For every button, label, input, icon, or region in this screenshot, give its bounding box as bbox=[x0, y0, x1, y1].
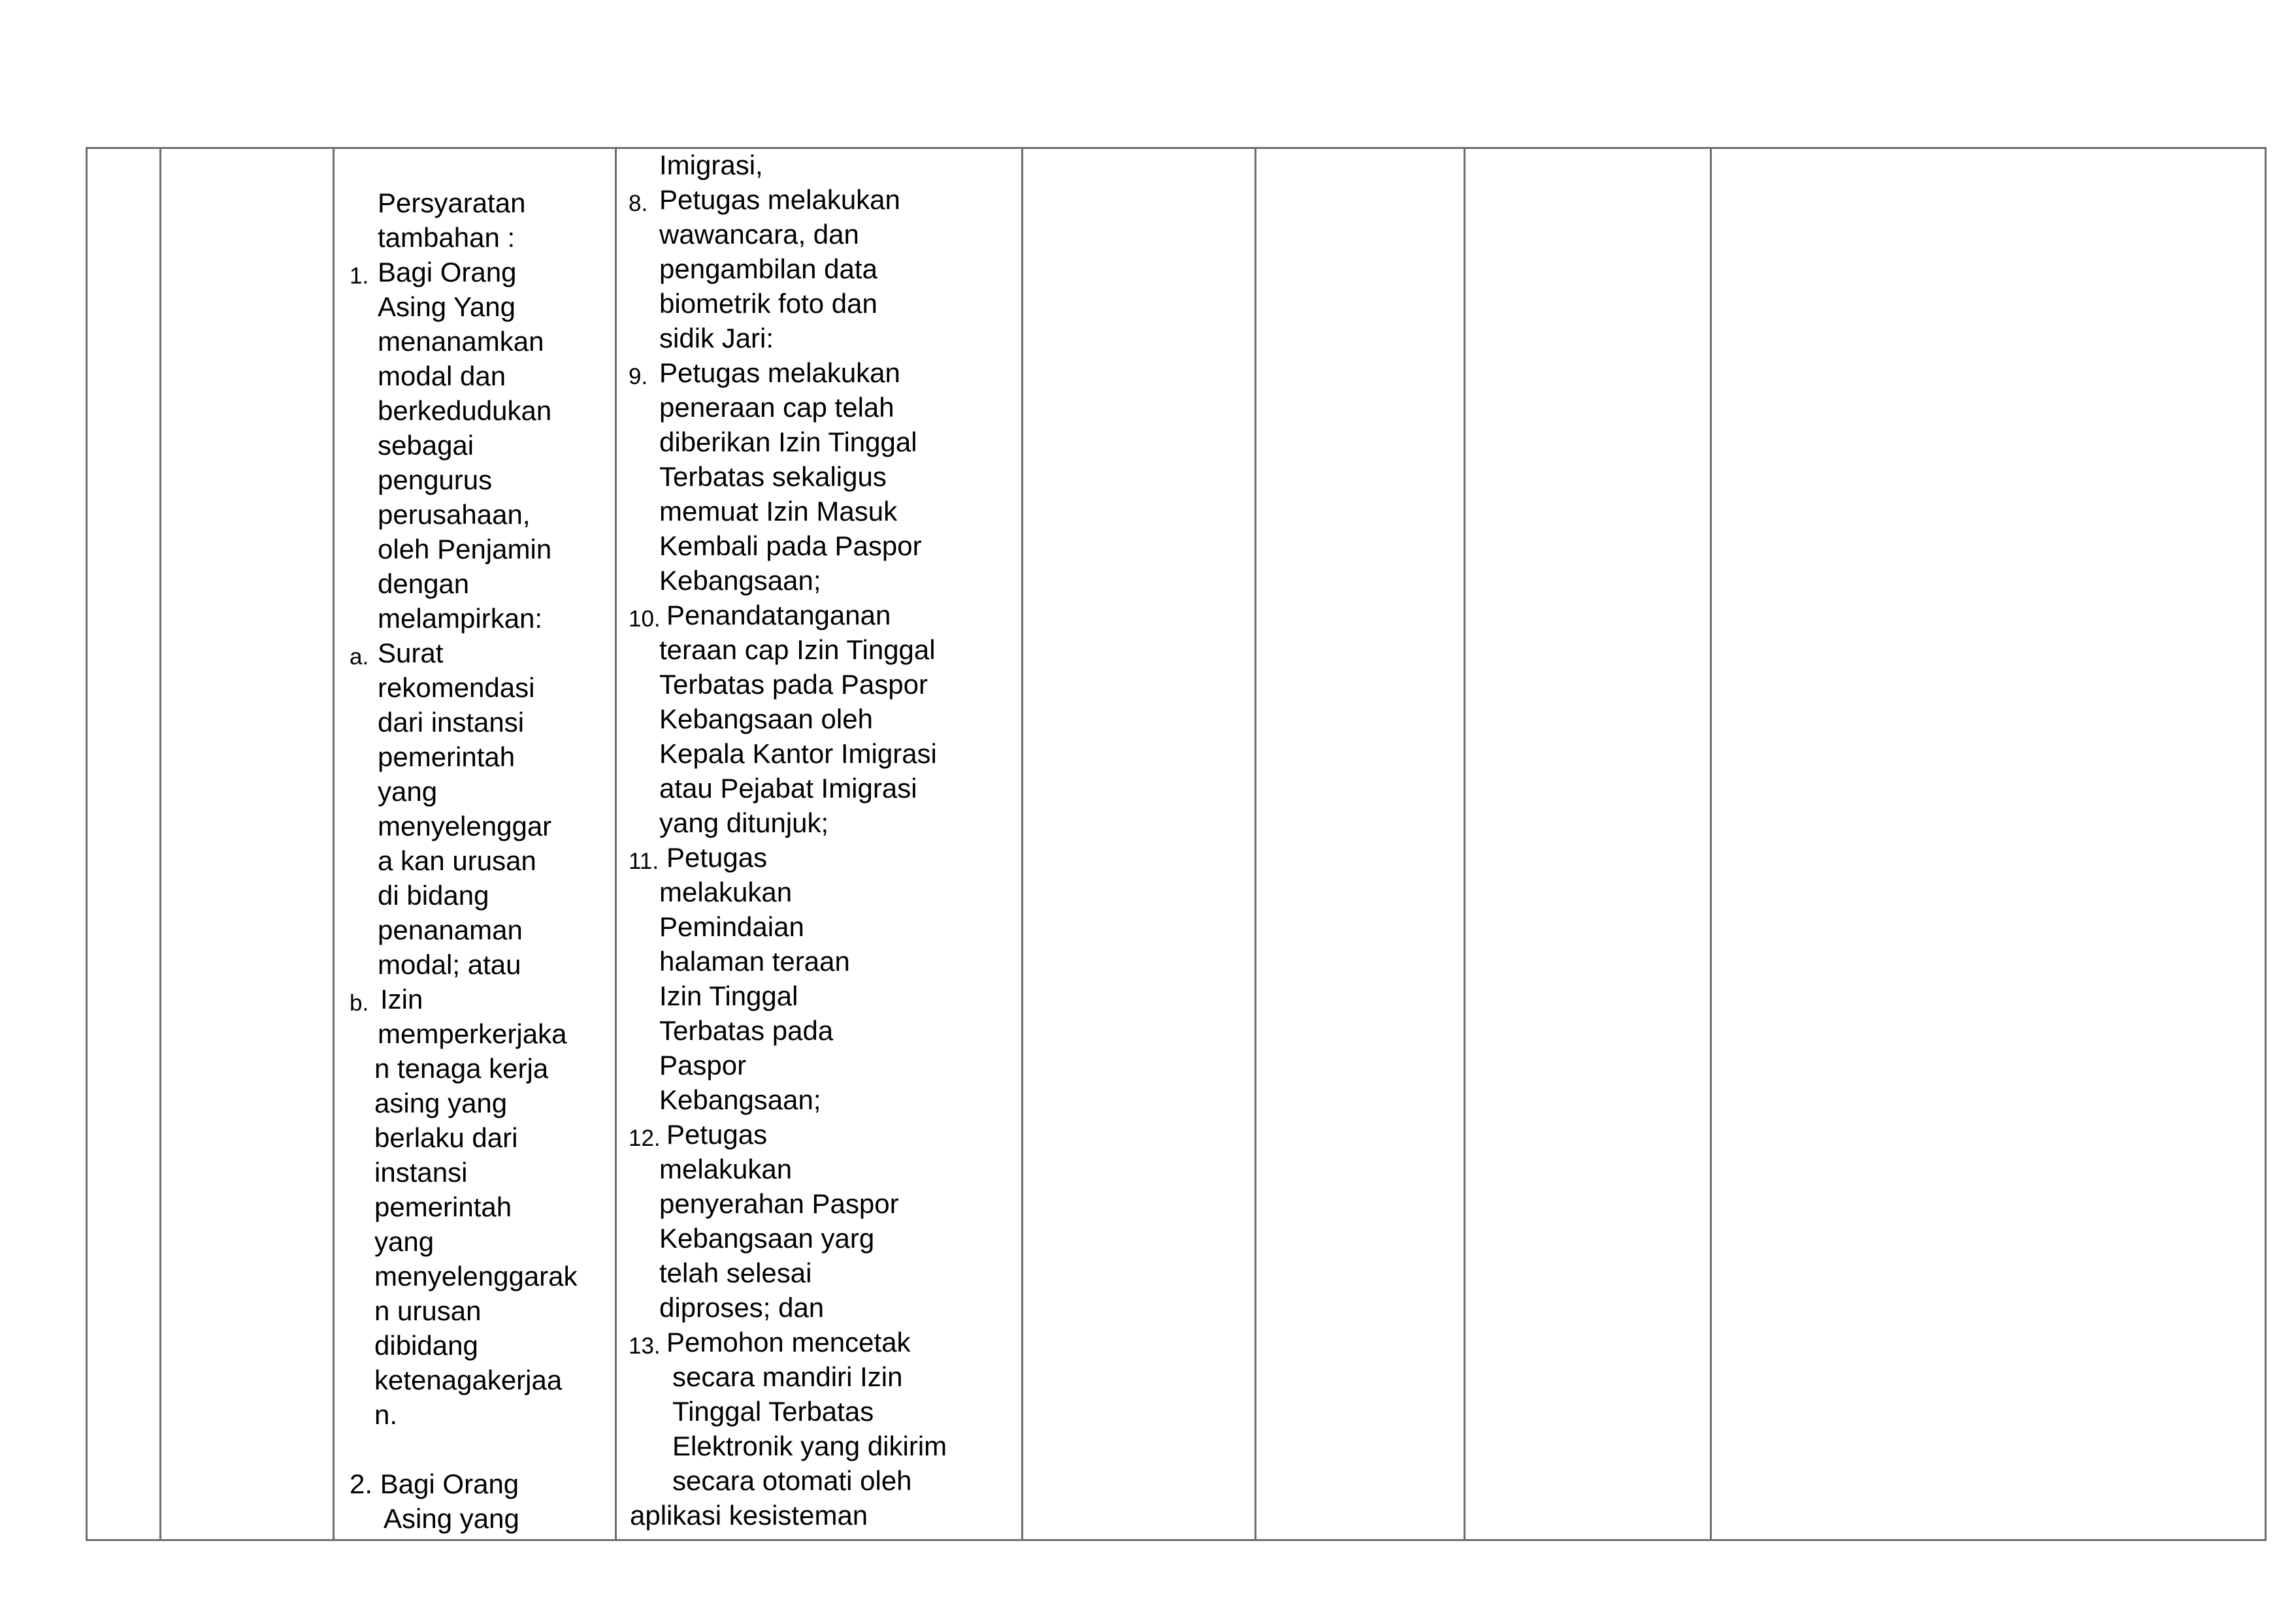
column-divider-1 bbox=[86, 147, 88, 1541]
text-line bbox=[626, 321, 1018, 355]
text-line bbox=[346, 1432, 608, 1467]
list-marker: 11. bbox=[629, 849, 659, 874]
list-item-text: Asing Yang bbox=[378, 291, 516, 322]
list-item-text: modal; atau bbox=[378, 949, 521, 980]
text-line bbox=[346, 566, 608, 601]
list-item-text: Kebangsaan oleh bbox=[659, 704, 873, 734]
text-line bbox=[626, 875, 1018, 909]
list-marker: a. bbox=[350, 644, 369, 670]
list-item-text: Elektronik yang dikirim bbox=[672, 1431, 947, 1461]
text-line bbox=[346, 705, 608, 739]
list-item-text: diproses; dan bbox=[659, 1292, 825, 1323]
text-line bbox=[626, 286, 1018, 321]
text-line bbox=[346, 428, 608, 463]
list-item-text: Terbatas pada Paspor bbox=[659, 669, 928, 700]
list-item-text: sebagai bbox=[378, 430, 474, 461]
list-item-text: rekomendasi bbox=[378, 672, 535, 703]
list-item-text: a kan urusan bbox=[378, 845, 536, 876]
text-line bbox=[626, 598, 1018, 632]
text-line bbox=[346, 601, 608, 636]
column-divider-6 bbox=[1254, 147, 1256, 1541]
list-item-text: yang bbox=[374, 1226, 434, 1257]
column-divider-5 bbox=[1021, 147, 1023, 1541]
list-item-text: perusahaan, bbox=[378, 499, 531, 530]
list-item-text: Terbatas sekaligus bbox=[659, 461, 887, 492]
text-line bbox=[346, 913, 608, 947]
text-line bbox=[346, 947, 608, 982]
text-line bbox=[346, 393, 608, 428]
text-line bbox=[346, 1501, 608, 1536]
list-item-text: menyelenggar bbox=[378, 811, 552, 841]
text-line bbox=[346, 324, 608, 359]
text-line bbox=[626, 1290, 1018, 1325]
text-line bbox=[626, 909, 1018, 944]
text-line bbox=[346, 1467, 608, 1501]
list-marker: 10. bbox=[629, 606, 661, 632]
text-line bbox=[346, 739, 608, 774]
list-item-text: Persyaratan bbox=[378, 187, 526, 218]
text-line bbox=[346, 1328, 608, 1363]
text-line bbox=[346, 843, 608, 878]
list-item-text: n. bbox=[374, 1399, 398, 1430]
list-item-text: penyerahan Paspor bbox=[659, 1188, 899, 1219]
text-line bbox=[626, 1498, 1018, 1533]
text-line bbox=[346, 255, 608, 289]
column-divider-7 bbox=[1464, 147, 1466, 1541]
text-line bbox=[626, 1221, 1018, 1256]
list-item-text: Pemindaian bbox=[659, 911, 804, 942]
text-line bbox=[626, 1152, 1018, 1186]
text-line bbox=[626, 702, 1018, 736]
list-item-text: n urusan bbox=[374, 1295, 482, 1326]
text-line bbox=[626, 182, 1018, 217]
cell-prosedur bbox=[626, 148, 1018, 1539]
list-item-text: melakukan bbox=[659, 877, 793, 907]
list-item-text: asing yang bbox=[374, 1088, 508, 1118]
list-item-text: Pemohon mencetak bbox=[666, 1327, 911, 1357]
list-marker: 12. bbox=[629, 1126, 661, 1151]
list-item-text: yang ditunjuk; bbox=[659, 807, 829, 838]
text-line bbox=[346, 186, 608, 220]
text-line bbox=[346, 1363, 608, 1397]
text-line bbox=[626, 148, 1018, 182]
text-line bbox=[346, 532, 608, 566]
list-item-text: modal dan bbox=[378, 361, 506, 391]
text-line bbox=[626, 805, 1018, 840]
column-divider-2 bbox=[159, 147, 161, 1541]
text-line bbox=[346, 809, 608, 843]
list-marker: 1. bbox=[350, 263, 369, 289]
list-item-text: instansi bbox=[374, 1157, 468, 1188]
list-item-text: Paspor bbox=[659, 1050, 747, 1080]
text-line bbox=[626, 528, 1018, 563]
list-item-text: secara otomati oleh bbox=[672, 1465, 912, 1496]
text-line bbox=[346, 1155, 608, 1190]
text-line bbox=[346, 289, 608, 324]
list-item-text: sidik Jari: bbox=[659, 323, 774, 353]
text-line bbox=[626, 459, 1018, 494]
list-item-text: dari instansi bbox=[378, 707, 525, 738]
text-line bbox=[346, 1190, 608, 1224]
list-item-text: peneraan cap telah bbox=[659, 392, 894, 423]
list-item-text: teraan cap Izin Tinggal bbox=[659, 634, 936, 665]
list-item-text: tambahan : bbox=[378, 222, 516, 253]
text-line bbox=[626, 563, 1018, 598]
list-item-text: Surat bbox=[378, 638, 444, 668]
text-line bbox=[626, 736, 1018, 771]
list-item-text: Kebangsaan; bbox=[659, 565, 821, 596]
text-line bbox=[626, 217, 1018, 252]
text-line bbox=[346, 220, 608, 255]
list-item-text: aplikasi kesisteman bbox=[630, 1500, 868, 1531]
text-line bbox=[626, 355, 1018, 390]
list-item-text: Terbatas pada bbox=[659, 1015, 834, 1046]
list-item-text: memperkerjaka bbox=[378, 1018, 567, 1049]
text-line bbox=[626, 425, 1018, 459]
column-divider-8 bbox=[1710, 147, 1712, 1541]
column-divider-9 bbox=[2265, 147, 2267, 1541]
list-item-text: pengurus bbox=[378, 464, 493, 495]
list-item-text: Penandatanganan bbox=[666, 600, 891, 630]
list-item-text: Izin bbox=[380, 984, 423, 1015]
list-item-text: pengambilan data bbox=[659, 253, 877, 284]
list-item-text: Imigrasi, bbox=[659, 150, 763, 180]
text-line bbox=[626, 1186, 1018, 1221]
list-item-text: secara mandiri Izin bbox=[672, 1361, 903, 1392]
cell-persyaratan bbox=[346, 186, 608, 1539]
text-line bbox=[346, 1397, 608, 1432]
list-item-text: atau Pejabat Imigrasi bbox=[659, 773, 917, 804]
list-item-text: Bagi Orang bbox=[378, 257, 517, 287]
list-item-text: Kembali pada Paspor bbox=[659, 530, 922, 561]
column-divider-3 bbox=[333, 147, 335, 1541]
list-item-text: diberikan Izin Tinggal bbox=[659, 427, 917, 457]
text-line bbox=[626, 1394, 1018, 1429]
list-item-text: biometrik foto dan bbox=[659, 288, 877, 319]
list-item-text: memuat Izin Masuk bbox=[659, 496, 898, 527]
text-line bbox=[626, 1429, 1018, 1463]
text-line bbox=[346, 1016, 608, 1051]
list-item-text: Petugas melakukan bbox=[659, 184, 900, 215]
text-line bbox=[346, 774, 608, 809]
text-line bbox=[626, 632, 1018, 667]
text-line bbox=[626, 1463, 1018, 1498]
text-line bbox=[626, 390, 1018, 425]
text-line bbox=[346, 636, 608, 670]
list-item-text: dengan bbox=[378, 568, 470, 599]
text-line bbox=[626, 252, 1018, 286]
list-marker: b. bbox=[350, 990, 369, 1016]
text-line bbox=[626, 1359, 1018, 1394]
text-line bbox=[626, 1325, 1018, 1359]
list-item-text: di bidang bbox=[378, 880, 489, 911]
list-item-text: 2. Bagi Orang bbox=[350, 1469, 519, 1499]
list-item-text: berkedudukan bbox=[378, 395, 552, 426]
text-line bbox=[346, 670, 608, 705]
text-line bbox=[346, 497, 608, 532]
list-item-text: Asing yang bbox=[384, 1503, 519, 1534]
list-item-text: oleh Penjamin bbox=[378, 534, 552, 564]
text-line bbox=[626, 667, 1018, 702]
list-item-text: melampirkan: bbox=[378, 603, 543, 634]
text-line bbox=[346, 463, 608, 497]
text-line bbox=[626, 771, 1018, 805]
list-item-text: wawancara, dan bbox=[659, 219, 859, 250]
list-item-text: Petugas bbox=[666, 1119, 768, 1150]
text-line bbox=[346, 1259, 608, 1293]
list-item-text: Petugas bbox=[666, 842, 768, 873]
text-line bbox=[346, 878, 608, 913]
table-top-border bbox=[86, 147, 2267, 149]
text-line bbox=[626, 1256, 1018, 1290]
text-line bbox=[346, 982, 608, 1016]
list-item-text: Tinggal Terbatas bbox=[672, 1396, 874, 1427]
list-item-text: menanamkan bbox=[378, 326, 544, 357]
column-divider-4 bbox=[615, 147, 617, 1541]
list-item-text: ketenagakerjaa bbox=[374, 1365, 563, 1395]
list-marker: 8. bbox=[629, 191, 648, 216]
list-item-text: pemerintah bbox=[378, 741, 516, 772]
text-line bbox=[346, 1293, 608, 1328]
text-line bbox=[626, 1048, 1018, 1082]
list-item-text: melakukan bbox=[659, 1154, 793, 1184]
list-item-text: Izin Tinggal bbox=[659, 981, 798, 1011]
text-line bbox=[346, 1086, 608, 1120]
list-marker: 13. bbox=[629, 1333, 661, 1359]
text-line bbox=[626, 1117, 1018, 1152]
text-line bbox=[626, 1013, 1018, 1048]
list-item-text: pemerintah bbox=[374, 1192, 512, 1222]
list-item-text: Kebangsaan yarg bbox=[659, 1223, 875, 1254]
list-item-text: dibidang bbox=[374, 1330, 478, 1361]
list-marker: 9. bbox=[629, 364, 648, 389]
text-line bbox=[346, 1120, 608, 1155]
text-line bbox=[346, 1051, 608, 1086]
list-item-text: Kebangsaan; bbox=[659, 1084, 821, 1115]
table-bottom-border bbox=[86, 1539, 2267, 1541]
list-item-text: Petugas melakukan bbox=[659, 357, 900, 388]
list-item-text: berlaku dari bbox=[374, 1122, 518, 1153]
list-item-text: menyelenggarak bbox=[374, 1261, 578, 1291]
text-line bbox=[626, 979, 1018, 1013]
list-item-text: n tenaga kerja bbox=[374, 1053, 549, 1084]
text-line bbox=[626, 494, 1018, 528]
text-line bbox=[346, 359, 608, 393]
text-line bbox=[626, 1082, 1018, 1117]
text-line bbox=[626, 840, 1018, 875]
text-line bbox=[626, 944, 1018, 979]
list-item-text: Kepala Kantor Imigrasi bbox=[659, 738, 937, 769]
list-item-text: halaman teraan bbox=[659, 946, 850, 977]
list-item-text: telah selesai bbox=[659, 1258, 812, 1288]
list-item-text: penanaman bbox=[378, 915, 523, 945]
list-item-text: yang bbox=[378, 776, 438, 807]
text-line bbox=[346, 1224, 608, 1259]
